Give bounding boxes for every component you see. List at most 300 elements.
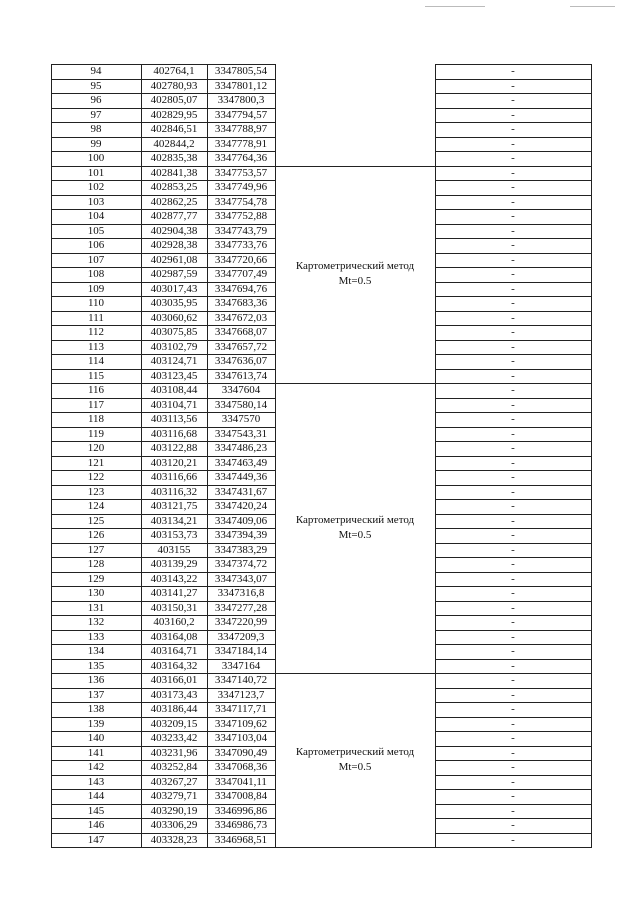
point-number: 114: [87, 355, 105, 367]
y-coordinate: 3347374,72: [214, 558, 268, 570]
x-coordinate: 403233,42: [150, 732, 198, 744]
point-number: 126: [87, 529, 105, 541]
grid-hline: [51, 224, 275, 225]
grid-hline: [435, 137, 592, 138]
grid-hline: [435, 369, 592, 370]
grid-hline: [51, 833, 275, 834]
point-number: 118: [87, 413, 105, 425]
table-row: [51, 122, 591, 136]
point-number: 116: [87, 384, 105, 396]
table-row: [51, 354, 591, 368]
table-row: [51, 441, 591, 455]
grid-hline: [435, 456, 592, 457]
y-coordinate: 3347184,14: [214, 645, 268, 657]
accuracy-value: -: [511, 587, 515, 599]
x-coordinate: 403173,43: [150, 688, 198, 701]
grid-hline: [435, 630, 592, 631]
grid-hline: [51, 137, 275, 138]
point-number: 143: [87, 775, 105, 788]
x-coordinate: 403102,79: [150, 340, 198, 353]
grid-hline: [435, 267, 592, 268]
x-coordinate: 402904,38: [150, 224, 198, 237]
grid-hline: [51, 804, 275, 805]
grid-hline: [51, 311, 275, 312]
table-row: [51, 485, 591, 499]
accuracy-value: -: [511, 326, 515, 338]
grid-hline: [51, 499, 275, 500]
accuracy-value: -: [511, 340, 515, 353]
table-row: [51, 804, 591, 818]
accuracy-value: -: [511, 717, 515, 730]
table-row: [51, 456, 591, 470]
y-coordinate: 3347383,29: [214, 543, 268, 556]
x-coordinate: 403075,85: [150, 326, 198, 338]
y-coordinate: 3347068,36: [214, 761, 268, 773]
accuracy-value: -: [511, 514, 515, 527]
point-number: 105: [87, 224, 105, 237]
method-cell: [275, 745, 435, 775]
x-coordinate: 403017,43: [150, 282, 198, 295]
table-row: [51, 137, 591, 151]
table-row: [51, 557, 591, 571]
table-row: [51, 79, 591, 93]
x-coordinate: 403120,21: [150, 456, 198, 469]
grid-hline: [51, 93, 275, 94]
point-number: 120: [87, 442, 105, 454]
grid-hline: [435, 224, 592, 225]
point-number: 141: [87, 746, 105, 759]
point-number: 113: [87, 340, 105, 353]
table-row: [51, 833, 591, 847]
grid-hline: [51, 543, 275, 544]
method-cell-border: [275, 166, 435, 167]
grid-hline: [51, 818, 275, 819]
accuracy-value: -: [511, 166, 515, 179]
y-coordinate: 3347754,78: [214, 195, 268, 208]
grid-hline: [51, 470, 275, 471]
accuracy-value: -: [511, 775, 515, 788]
grid-hline: [435, 166, 592, 167]
point-number: 140: [87, 732, 105, 744]
grid-hline: [435, 702, 592, 703]
table-row: [51, 412, 591, 426]
x-coordinate: 403116,66: [150, 471, 198, 483]
accuracy-value: -: [511, 659, 515, 672]
x-coordinate: 403252,84: [150, 761, 198, 773]
accuracy-value: -: [511, 398, 515, 411]
y-coordinate: 3346996,86: [214, 804, 268, 817]
table-row: [51, 296, 591, 310]
point-number: 135: [87, 659, 105, 672]
accuracy-value: -: [511, 137, 515, 150]
grid-hline: [435, 238, 592, 239]
x-coordinate: 403035,95: [150, 297, 198, 309]
y-coordinate: 3347764,36: [214, 152, 268, 164]
x-coordinate: 403231,96: [150, 746, 198, 759]
point-number: 110: [87, 297, 105, 309]
table-row: [51, 659, 591, 673]
table-row: [51, 586, 591, 600]
grid-hline: [435, 659, 592, 660]
accuracy-value: -: [511, 181, 515, 193]
accuracy-value: -: [511, 746, 515, 759]
table-row: [51, 369, 591, 383]
grid-hline: [51, 673, 275, 674]
scan-edge-mark: [425, 6, 485, 7]
grid-hline: [435, 64, 592, 65]
x-coordinate: 402835,38: [150, 152, 198, 164]
y-coordinate: 3347449,36: [214, 471, 268, 483]
grid-hline: [51, 180, 275, 181]
method-accuracy: Mt=0.5: [338, 275, 372, 288]
method-cell-border: [275, 847, 435, 848]
grid-hline: [51, 166, 275, 167]
point-number: 111: [88, 311, 104, 324]
accuracy-value: -: [511, 239, 515, 251]
x-coordinate: 403290,19: [150, 804, 198, 817]
grid-hline: [435, 731, 592, 732]
table-row: [51, 108, 591, 122]
method-name: Картометрический метод: [295, 746, 415, 758]
accuracy-value: -: [511, 253, 515, 266]
grid-hline: [51, 253, 275, 254]
point-number: 103: [87, 195, 105, 208]
grid-hline: [51, 760, 275, 761]
point-number: 94: [90, 65, 102, 77]
grid-hline: [435, 572, 592, 573]
x-coordinate: 403141,27: [150, 587, 198, 599]
x-coordinate: 403104,71: [150, 398, 198, 411]
accuracy-value: -: [511, 224, 515, 237]
x-coordinate: 402877,77: [150, 210, 198, 222]
grid-hline: [51, 731, 275, 732]
table-row: [51, 688, 591, 702]
accuracy-value: -: [511, 500, 515, 512]
grid-hline: [435, 499, 592, 500]
x-coordinate: 403060,62: [150, 311, 198, 324]
grid-hline: [435, 340, 592, 341]
table-row: [51, 499, 591, 513]
x-coordinate: 403143,22: [150, 572, 198, 585]
y-coordinate: 3347753,57: [214, 166, 268, 179]
table-row: [51, 717, 591, 731]
x-coordinate: 402841,38: [150, 166, 198, 179]
grid-hline: [51, 702, 275, 703]
table-row: [51, 311, 591, 325]
point-number: 98: [90, 123, 102, 135]
grid-hline: [51, 267, 275, 268]
accuracy-value: -: [511, 558, 515, 570]
grid-hline: [435, 644, 592, 645]
grid-hline: [51, 615, 275, 616]
grid-hline: [51, 325, 275, 326]
y-coordinate: 3347220,99: [214, 616, 268, 628]
grid-hline: [435, 253, 592, 254]
method-cell: [275, 259, 435, 289]
x-coordinate: 403121,75: [150, 500, 198, 512]
method-cell: [275, 513, 435, 543]
point-number: 136: [87, 674, 105, 686]
y-coordinate: 3347733,76: [214, 239, 268, 251]
point-number: 112: [87, 326, 105, 338]
x-coordinate: 403113,56: [150, 413, 198, 425]
point-number: 122: [87, 471, 105, 483]
point-number: 137: [87, 688, 105, 701]
y-coordinate: 3347431,67: [214, 485, 268, 498]
x-coordinate: 403150,31: [150, 601, 198, 614]
y-coordinate: 3347805,54: [214, 65, 268, 77]
y-coordinate: 3347794,57: [214, 108, 268, 121]
grid-hline: [51, 586, 275, 587]
accuracy-value: -: [511, 268, 515, 280]
y-coordinate: 3347694,76: [214, 282, 268, 295]
accuracy-value: -: [511, 703, 515, 715]
method-cell-border: [275, 673, 435, 674]
y-coordinate: 3347749,96: [214, 181, 268, 193]
grid-hline: [51, 557, 275, 558]
table-row: [51, 398, 591, 412]
y-coordinate: 3347109,62: [214, 717, 268, 730]
accuracy-value: -: [511, 485, 515, 498]
grid-hline: [51, 688, 275, 689]
grid-hline: [435, 775, 592, 776]
x-coordinate: 403279,71: [150, 790, 198, 802]
point-number: 121: [87, 456, 105, 469]
accuracy-value: -: [511, 630, 515, 643]
x-coordinate: 403153,73: [150, 529, 198, 541]
grid-hline: [51, 296, 275, 297]
accuracy-value: -: [511, 616, 515, 628]
point-number: 124: [87, 500, 105, 512]
y-coordinate: 3347743,79: [214, 224, 268, 237]
point-number: 130: [87, 587, 105, 599]
table-row: [51, 180, 591, 194]
point-number: 119: [87, 427, 105, 440]
accuracy-value: -: [511, 79, 515, 92]
point-number: 142: [87, 761, 105, 773]
grid-hline: [51, 64, 275, 65]
accuracy-value: -: [511, 369, 515, 382]
y-coordinate: 3347570: [221, 413, 261, 425]
method-accuracy: Mt=0.5: [338, 761, 372, 773]
accuracy-value: -: [511, 65, 515, 77]
table-row: [51, 789, 591, 803]
grid-hline: [51, 209, 275, 210]
point-number: 133: [87, 630, 105, 643]
grid-hline: [435, 195, 592, 196]
grid-hline: [435, 485, 592, 486]
grid-hline: [435, 296, 592, 297]
grid-hline: [435, 180, 592, 181]
accuracy-value: -: [511, 195, 515, 208]
grid-hline: [51, 282, 275, 283]
table-row: [51, 601, 591, 615]
y-coordinate: 3347343,07: [214, 572, 268, 585]
y-coordinate: 3347123,7: [217, 688, 265, 701]
grid-hline: [51, 659, 275, 660]
point-number: 123: [87, 485, 105, 498]
table-row: [51, 731, 591, 745]
x-coordinate: 402853,25: [150, 181, 198, 193]
grid-hline: [51, 340, 275, 341]
x-coordinate: 403186,44: [150, 703, 198, 715]
x-coordinate: 403267,27: [150, 775, 198, 788]
grid-hline: [435, 441, 592, 442]
table-row: [51, 195, 591, 209]
x-coordinate: 403123,45: [150, 369, 198, 382]
x-coordinate: 402805,07: [150, 94, 198, 106]
x-coordinate: 402846,51: [150, 123, 198, 135]
grid-hline: [51, 441, 275, 442]
point-number: 139: [87, 717, 105, 730]
y-coordinate: 3347778,91: [214, 137, 268, 150]
grid-hline: [435, 383, 592, 384]
x-coordinate: 403122,88: [150, 442, 198, 454]
x-coordinate: 403160,2: [153, 616, 195, 628]
table-row: [51, 166, 591, 180]
point-number: 134: [87, 645, 105, 657]
grid-hline: [51, 369, 275, 370]
grid-hline: [51, 630, 275, 631]
table-row: [51, 325, 591, 339]
grid-hline: [435, 325, 592, 326]
point-number: 146: [87, 819, 105, 831]
accuracy-value: -: [511, 732, 515, 744]
accuracy-value: -: [511, 819, 515, 831]
table-row: [51, 64, 591, 78]
y-coordinate: 3347316,8: [217, 587, 265, 599]
accuracy-value: -: [511, 688, 515, 701]
y-coordinate: 3347277,28: [214, 601, 268, 614]
grid-hline: [51, 427, 275, 428]
point-number: 100: [87, 152, 105, 164]
method-accuracy: Mt=0.5: [338, 529, 372, 541]
grid-hline: [435, 818, 592, 819]
y-coordinate: 3347604: [221, 384, 261, 396]
y-coordinate: 3347486,23: [214, 442, 268, 454]
point-number: 104: [87, 210, 105, 222]
y-coordinate: 3347707,49: [214, 268, 268, 280]
x-coordinate: 402862,25: [150, 195, 198, 208]
point-number: 115: [87, 369, 105, 382]
accuracy-value: -: [511, 790, 515, 802]
accuracy-value: -: [511, 601, 515, 614]
point-number: 129: [87, 572, 105, 585]
x-coordinate: 403139,29: [150, 558, 198, 570]
grid-hline: [51, 108, 275, 109]
grid-hline: [435, 209, 592, 210]
accuracy-value: -: [511, 761, 515, 773]
x-coordinate: 402764,1: [153, 65, 195, 77]
x-coordinate: 402987,59: [150, 268, 198, 280]
point-number: 127: [87, 543, 105, 556]
table-row: [51, 470, 591, 484]
point-number: 106: [87, 239, 105, 251]
grid-hline: [435, 93, 592, 94]
grid-hline: [435, 673, 592, 674]
point-number: 101: [87, 166, 105, 179]
table-row: [51, 209, 591, 223]
y-coordinate: 3347041,11: [215, 775, 267, 788]
grid-hline: [51, 789, 275, 790]
accuracy-value: -: [511, 152, 515, 164]
scan-edge-mark: [570, 6, 615, 7]
y-coordinate: 3347636,07: [214, 355, 268, 367]
grid-hline: [435, 688, 592, 689]
grid-hline: [51, 514, 275, 515]
grid-hline: [51, 151, 275, 152]
accuracy-value: -: [511, 413, 515, 425]
grid-hline: [435, 427, 592, 428]
x-coordinate: 403164,32: [150, 659, 198, 672]
grid-hline: [435, 717, 592, 718]
point-number: 102: [87, 181, 105, 193]
y-coordinate: 3347580,14: [214, 398, 268, 411]
point-number: 97: [90, 108, 102, 121]
y-coordinate: 3346968,51: [214, 833, 268, 846]
accuracy-value: -: [511, 442, 515, 454]
y-coordinate: 3347117,71: [215, 703, 267, 715]
x-coordinate: 402844,2: [153, 137, 195, 150]
x-coordinate: 402961,08: [150, 253, 198, 266]
point-number: 99: [90, 137, 102, 150]
table-row: [51, 383, 591, 397]
x-coordinate: 403328,23: [150, 833, 198, 846]
table-row: [51, 615, 591, 629]
point-number: 145: [87, 804, 105, 817]
y-coordinate: 3347420,24: [214, 500, 268, 512]
grid-hline: [51, 398, 275, 399]
grid-hline: [435, 108, 592, 109]
y-coordinate: 3347788,97: [214, 123, 268, 135]
x-coordinate: 403116,32: [150, 485, 198, 498]
grid-hline: [435, 804, 592, 805]
accuracy-value: -: [511, 674, 515, 686]
x-coordinate: 403166,01: [150, 674, 198, 686]
grid-hline: [51, 644, 275, 645]
y-coordinate: 3347463,49: [214, 456, 268, 469]
y-coordinate: 3347613,74: [214, 369, 268, 382]
grid-hline: [435, 528, 592, 529]
point-number: 125: [87, 514, 105, 527]
grid-hline: [435, 789, 592, 790]
grid-hline: [51, 528, 275, 529]
grid-hline: [435, 354, 592, 355]
grid-hline: [435, 122, 592, 123]
grid-hline: [51, 195, 275, 196]
grid-hline: [435, 760, 592, 761]
point-number: 108: [87, 268, 105, 280]
y-coordinate: 3346986,73: [214, 819, 268, 831]
grid-hline: [51, 485, 275, 486]
y-coordinate: 3347394,39: [214, 529, 268, 541]
point-number: 109: [87, 282, 105, 295]
grid-hline: [435, 543, 592, 544]
accuracy-value: -: [511, 471, 515, 483]
x-coordinate: 403164,71: [150, 645, 198, 657]
grid-hline: [435, 282, 592, 283]
grid-hline: [51, 354, 275, 355]
accuracy-value: -: [511, 94, 515, 106]
y-coordinate: 3347752,88: [214, 210, 268, 222]
y-coordinate: 3347090,49: [214, 746, 268, 759]
grid-hline: [51, 775, 275, 776]
grid-hline: [51, 847, 275, 848]
table-row: [51, 238, 591, 252]
grid-hline: [435, 311, 592, 312]
accuracy-value: -: [511, 355, 515, 367]
accuracy-value: -: [511, 804, 515, 817]
